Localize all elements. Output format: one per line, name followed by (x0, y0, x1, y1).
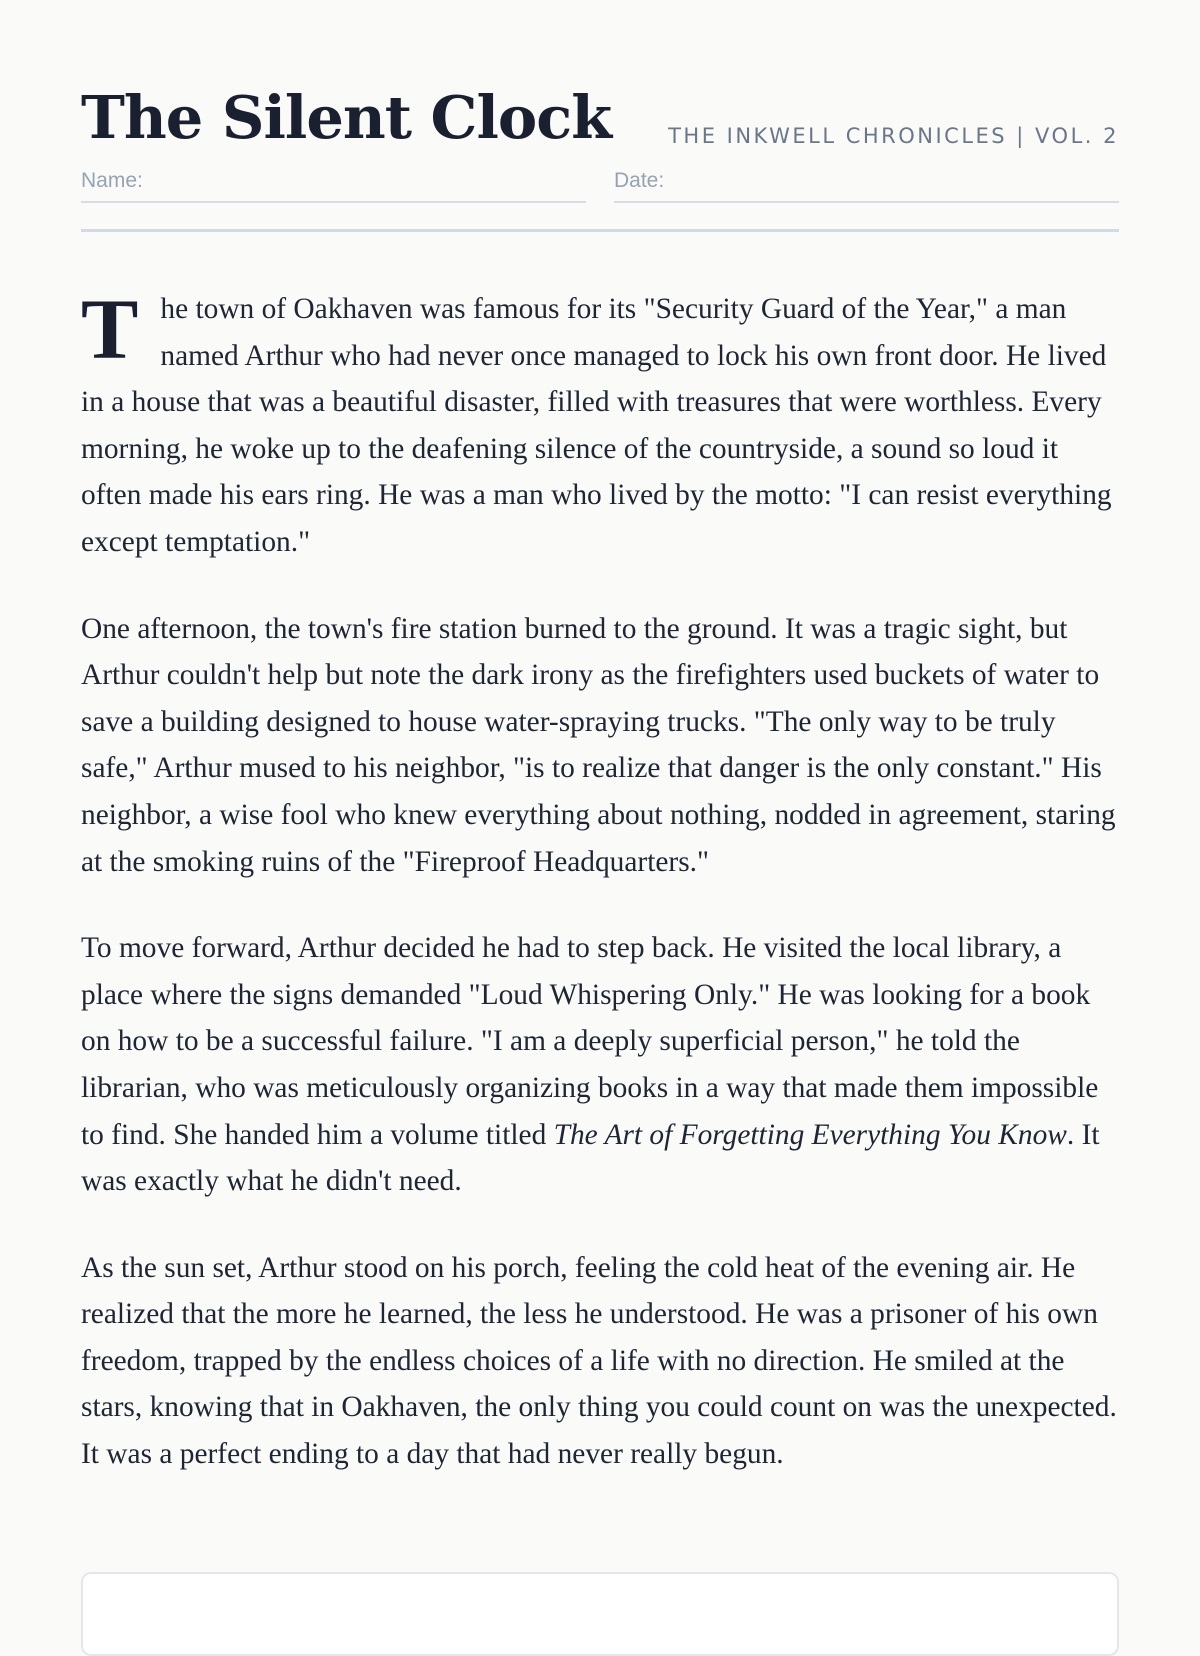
book-title: The Art of Forgetting Everything You Know (553, 1118, 1067, 1151)
story-title: The Silent Clock (81, 83, 612, 152)
paragraph-3 (81, 925, 1119, 1205)
name-field[interactable] (81, 166, 586, 203)
name-label: Name: (81, 169, 143, 192)
paragraph-3-text-start: To move forward, Arthur decided he had to step back. He visited the local library, a place where the signs demanded "Loud Whispering Only." He was looking for a book on how to be a successful failure. "I am a deeply superficial person," he told the librarian, who was meticulously organizing books in a way that made them impossible to find. She handed him a volume titled (81, 932, 1099, 1151)
answer-box[interactable] (81, 1572, 1119, 1656)
paragraph-3-text-end: . It was exactly what he didn't need. (81, 1118, 1100, 1198)
drop-cap: T (81, 281, 139, 377)
paragraph-1 (81, 281, 1119, 566)
date-label: Date: (614, 169, 665, 192)
student-info-row (81, 166, 1119, 203)
paragraph-1-text: he town of Oakhaven was famous for its "Security Guard of the Year," a man named Arthur who had never once managed to lock his own front door. He lived in a house that was a beautiful disaster, filled with treasures that were worthless. Every morning, he woke up to the deafening silence of the countryside, a sound so loud it often made his ears ring. He was a man who lived by the motto: "I can resist everything except temptation." (81, 293, 1112, 558)
paragraph-4: As the sun set, Arthur stood on his porch, feeling the cold heat of the evening air. He realized that the more he learned, the less he understood. He was a prisoner of his own freedom, trapped by the endless choices of a life with no direction. He smiled at the stars, knowing that in Oakhaven, the only thing you could count on was the unexpected. It was a perfect ending to a day that had never really begun. (81, 1251, 1117, 1471)
date-field[interactable] (614, 166, 1119, 203)
paragraph-2: One afternoon, the town's fire station burned to the ground. It was a tragic sight, but Arthur couldn't help but note the dark irony as the firefighters used buckets of water to save a building designed to house water-spraying trucks. "The only way to be truly safe," Arthur mused to his neighbor, "is to realize that danger is the only constant." His neighbor, a wise fool who knew everything about nothing, nodded in agreement, staring at the smoking ruins of the "Fireproof Headquarters." (81, 612, 1116, 878)
header-divider (81, 229, 1119, 232)
series-label: THE INKWELL CHRONICLES | VOL. 2 (668, 124, 1119, 148)
page-header (81, 0, 1119, 158)
story-body (81, 281, 1119, 1478)
